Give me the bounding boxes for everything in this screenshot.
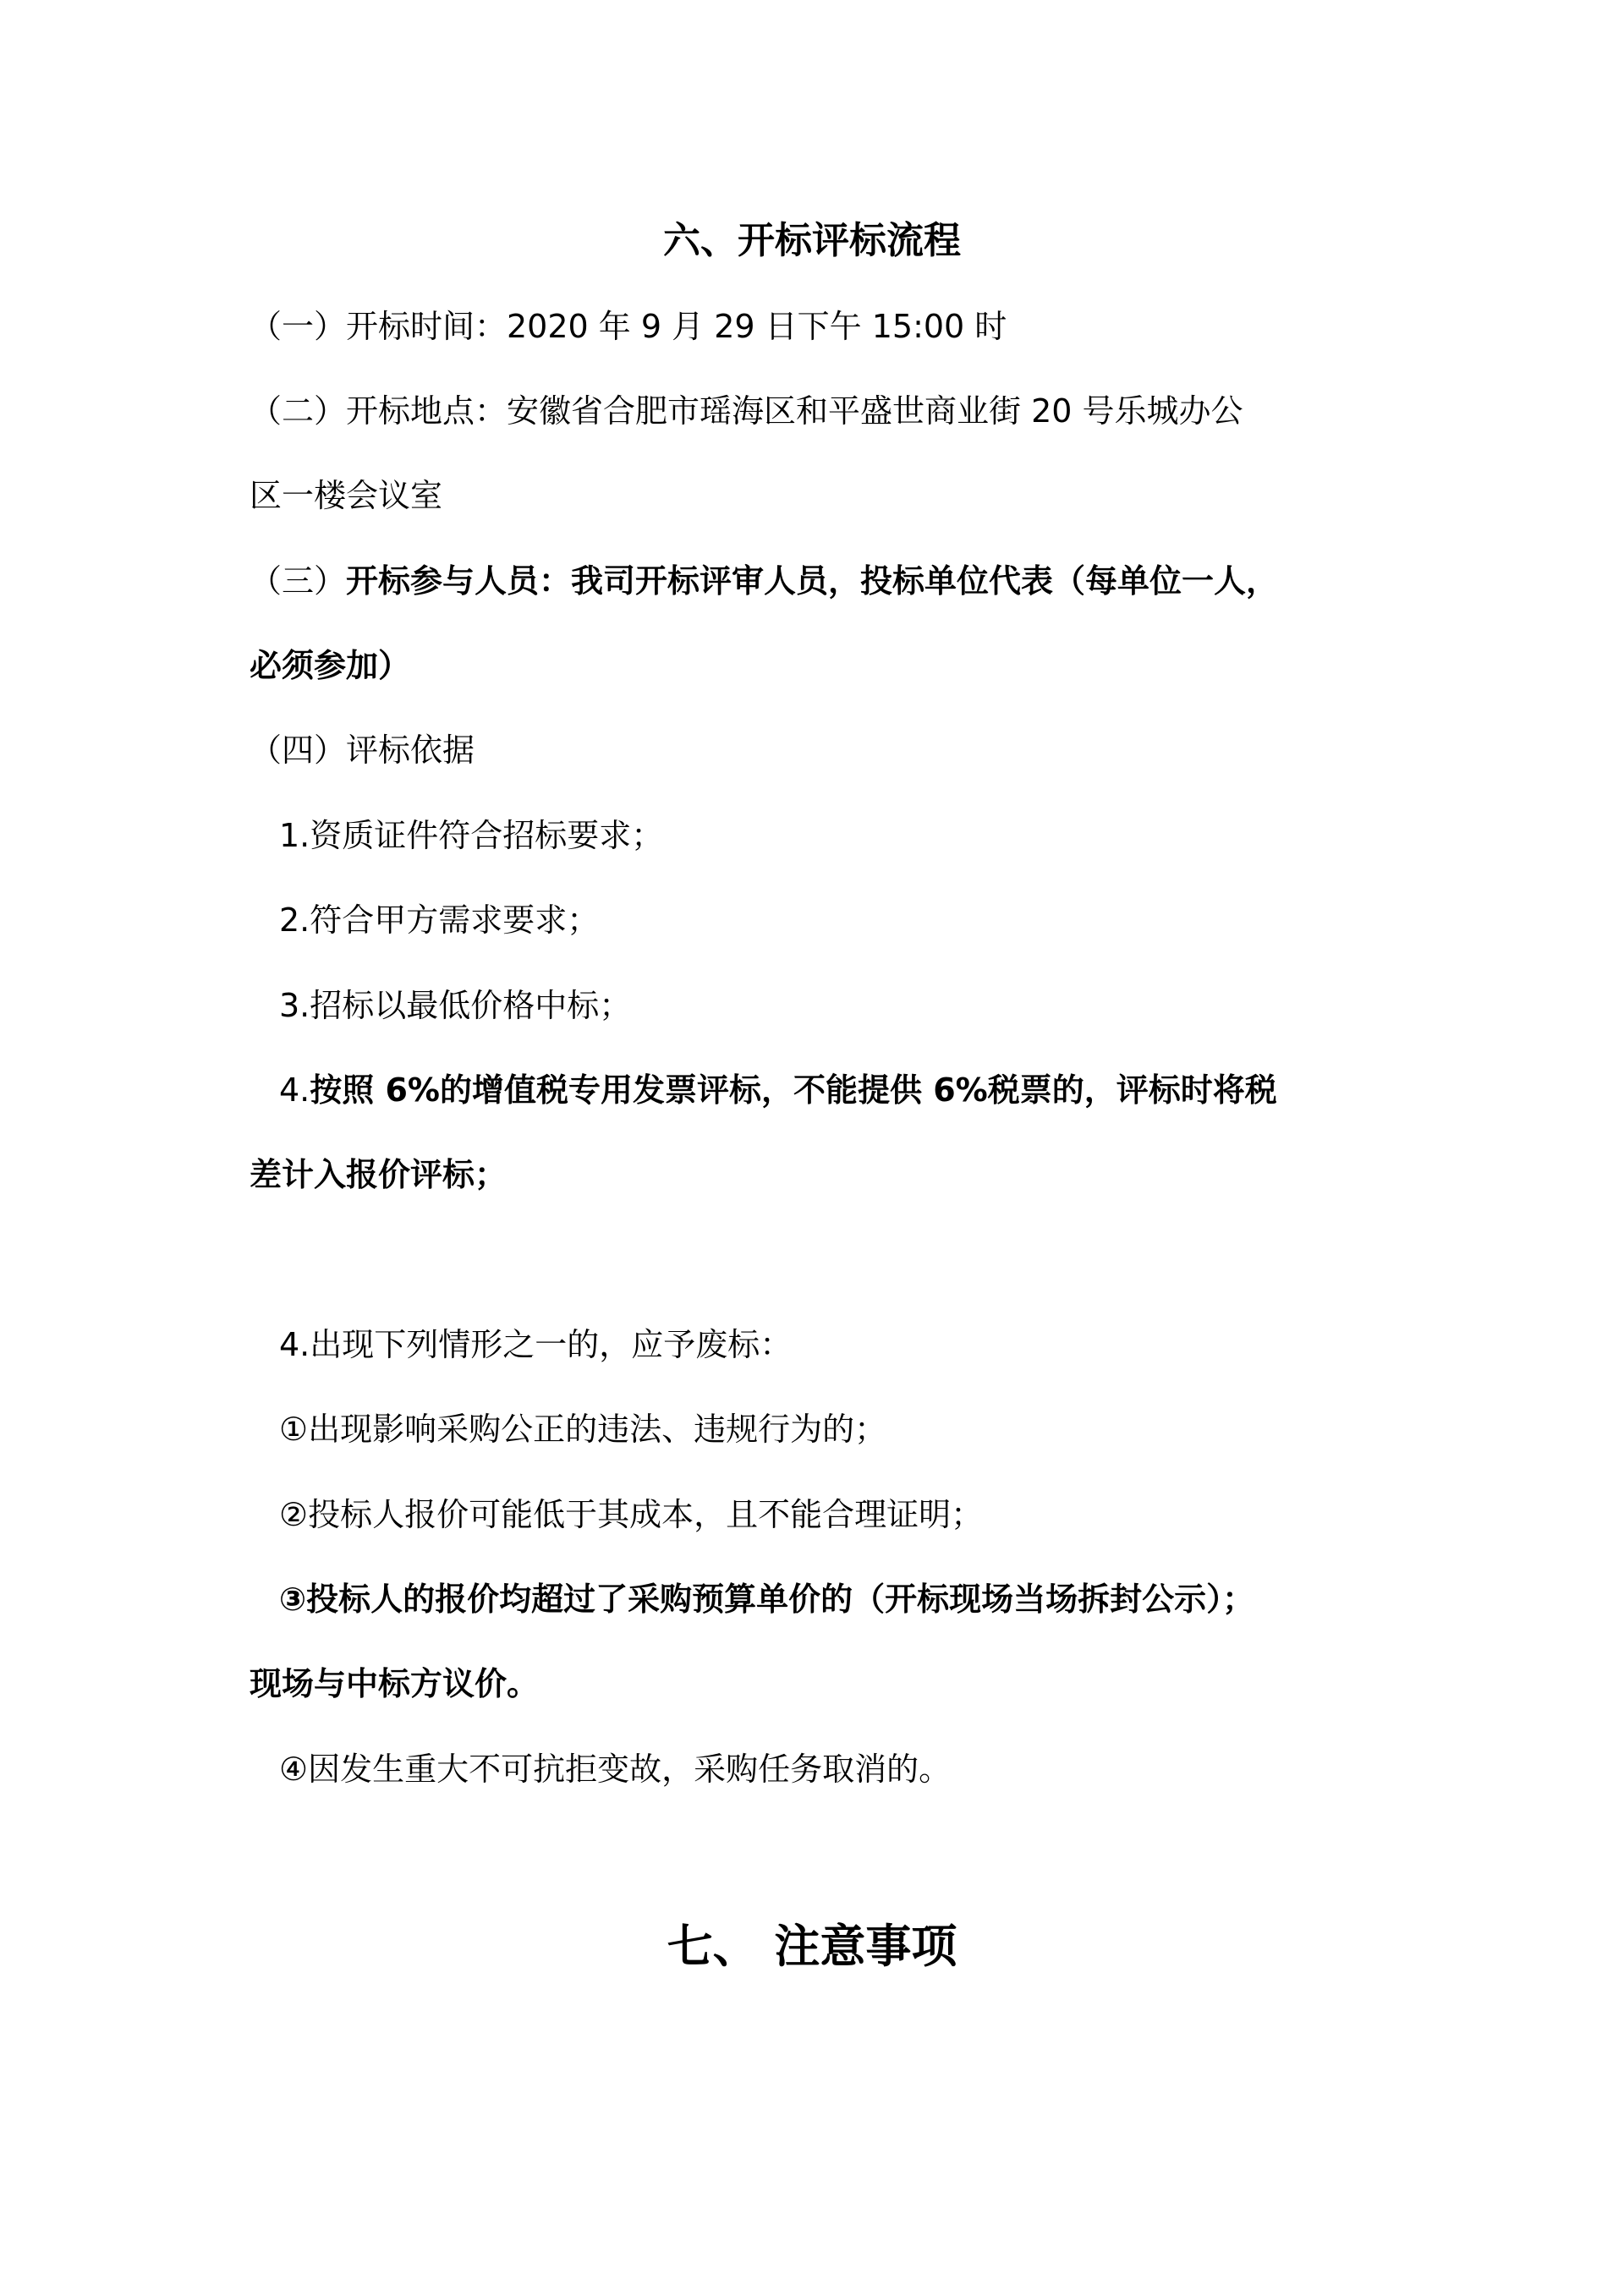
participants-line2: 必须参加） xyxy=(250,647,411,684)
invalid-item-3-line1: ③投标人的报价均超过了采购预算单价的（开标现场当场拆封公示）； xyxy=(279,1581,1255,1618)
bid-opening-location-line1: （二）开标地点：安徽省合肥市瑶海区和平盛世商业街 20 号乐城办公 xyxy=(250,392,1243,430)
criterion-4-line1 xyxy=(279,1065,1277,1115)
invalid-item-2: ②投标人报价可能低于其成本，且不能合理证明； xyxy=(279,1496,984,1533)
participants-prefix: （三） xyxy=(250,562,347,600)
invalid-item-1: ①出现影响采购公正的违法、违规行为的； xyxy=(279,1411,887,1448)
invalid-bid-intro: 4.出现下列情形之一的，应予废标： xyxy=(279,1326,793,1363)
criterion-1: 1.资质证件符合招标要求； xyxy=(279,817,664,854)
criterion-3: 3.招标以最低价格中标； xyxy=(279,987,632,1024)
criterion-4-text: 按照 6%的增值税专用发票评标，不能提供 6%税票的，评标时将税 xyxy=(310,1071,1277,1109)
section-6-heading: 六、开标评标流程 xyxy=(663,219,961,262)
participants-line1 xyxy=(250,556,1278,606)
criterion-4-line2: 差计入报价评标； xyxy=(250,1156,508,1193)
bid-opening-time: （一）开标时间：2020 年 9 月 29 日下午 15:00 时 xyxy=(250,308,1007,345)
invalid-item-4: ④因发生重大不可抗拒变故，采购任务取消的。 xyxy=(279,1751,952,1788)
criterion-2: 2.符合甲方需求要求； xyxy=(279,901,600,939)
bid-opening-location-line2: 区一楼会议室 xyxy=(250,477,443,514)
criterion-4-number: 4. xyxy=(279,1071,310,1109)
invalid-item-3-line2: 现场与中标方议价。 xyxy=(250,1665,540,1702)
participants-text: 开标参与人员：我司开标评审人员，投标单位代表（每单位一人， xyxy=(346,562,1279,600)
section-7-heading: 七、 注意事项 xyxy=(667,1920,957,1973)
evaluation-basis-heading: （四）评标依据 xyxy=(250,732,475,769)
